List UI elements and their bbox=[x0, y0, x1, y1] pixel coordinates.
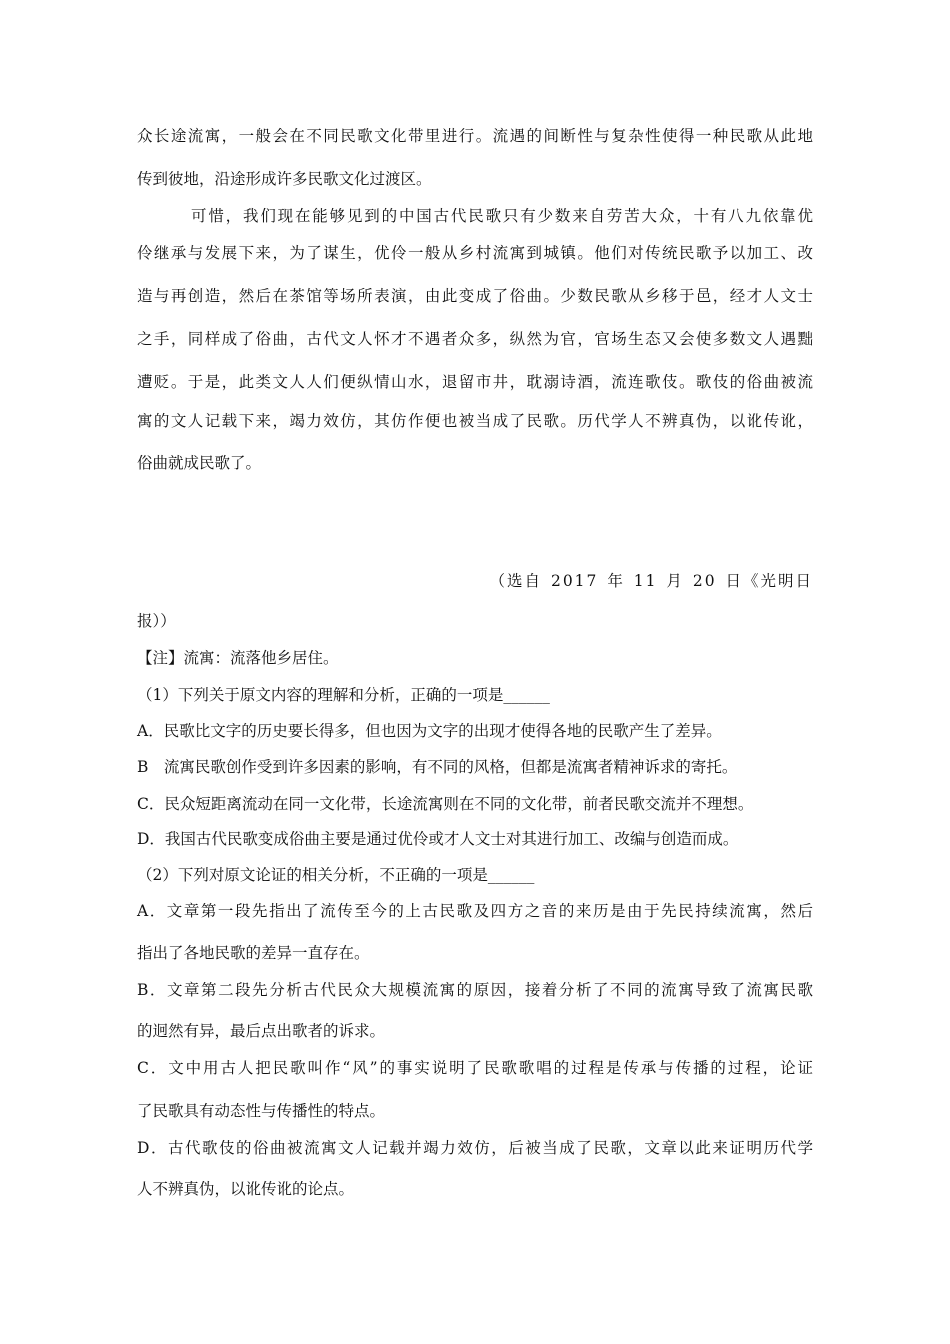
question-1-option-a: A．民歌比文字的历史要长得多，但也因为文字的出现才使得各地的民歌产生了差异。 bbox=[137, 722, 722, 740]
paragraph-line: 传到彼地，沿途形成许多民歌文化过渡区。 bbox=[137, 170, 432, 188]
question-2-option-a: A．文章第一段先指出了流传至今的上古民歌及四方之音的来历是由于先民持续流寓，然后 bbox=[137, 902, 813, 920]
paragraph-line: 俗曲就成民歌了。 bbox=[137, 454, 262, 472]
question-2-option-d-continued: 人不辨真伪，以讹传讹的论点。 bbox=[137, 1180, 355, 1198]
question-2-option-b-continued: 的迥然有异，最后点出歌者的诉求。 bbox=[137, 1022, 386, 1040]
paragraph-line: 造与再创造，然后在茶馆等场所表演，由此变成了俗曲。少数民歌从乡移于邑，经才人文士 bbox=[137, 287, 813, 305]
paragraph-line: 伶继承与发展下来，为了谋生，优伶一般从乡村流寓到城镇。他们对传统民歌予以加工、改 bbox=[137, 244, 813, 262]
paragraph-line: 之手，同样成了俗曲，古代文人怀才不遇者众多，纵然为官，官场生态又会使多数文人遇黜 bbox=[137, 330, 813, 348]
source-citation-continued: 报）） bbox=[137, 612, 176, 630]
question-1-option-b: B 流寓民歌创作受到许多因素的影响，有不同的风格，但都是流寓者精神诉求的寄托。 bbox=[137, 758, 738, 776]
annotation-note: 【注】流寓：流落他乡居住。 bbox=[137, 649, 339, 667]
question-2-option-a-continued: 指出了各地民歌的差异一直存在。 bbox=[137, 944, 370, 962]
question-2-stem: （2）下列对原文论证的相关分析，不正确的一项是______ bbox=[137, 866, 535, 884]
question-2-option-c: C．文中用古人把民歌叫作“风”的事实说明了民歌歌唱的过程是传承与传播的过程，论证 bbox=[137, 1059, 813, 1077]
question-2-option-b: B．文章第二段先分析古代民众大规模流寓的原因，接着分析了不同的流寓导致了流寓民歌 bbox=[137, 981, 813, 999]
source-citation: （选自 2017 年 11 月 20 日《光明日 bbox=[489, 572, 813, 590]
paragraph-line: 寓的文人记载下来，竭力效仿，其仿作便也被当成了民歌。历代学人不辨真伪，以讹传讹， bbox=[137, 412, 813, 430]
paragraph-line: 众长途流寓，一般会在不同民歌文化带里进行。流遇的间断性与复杂性使得一种民歌从此地 bbox=[137, 127, 813, 145]
question-2-option-c-continued: 了民歌具有动态性与传播性的特点。 bbox=[137, 1102, 386, 1120]
paragraph-line: 可惜，我们现在能够见到的中国古代民歌只有少数来自劳苦大众，十有八九依靠优 bbox=[191, 207, 813, 225]
question-1-option-d: D．我国古代民歌变成俗曲主要是通过优伶或才人文士对其进行加工、改编与创造而成。 bbox=[137, 830, 739, 848]
paragraph-line: 遭贬。于是，此类文人人们便纵情山水，退留市井，耽溺诗酒，流连歌伎。歌伎的俗曲被流 bbox=[137, 373, 813, 391]
question-1-stem: （1）下列关于原文内容的理解和分析，正确的一项是______ bbox=[137, 686, 550, 704]
question-1-option-c: C．民众短距离流动在同一文化带，长途流寓则在不同的文化带，前者民歌交流并不理想。 bbox=[137, 795, 754, 813]
question-2-option-d: D．古代歌伎的俗曲被流寓文人记载并竭力效仿，后被当成了民歌，文章以此来证明历代学 bbox=[137, 1139, 813, 1157]
